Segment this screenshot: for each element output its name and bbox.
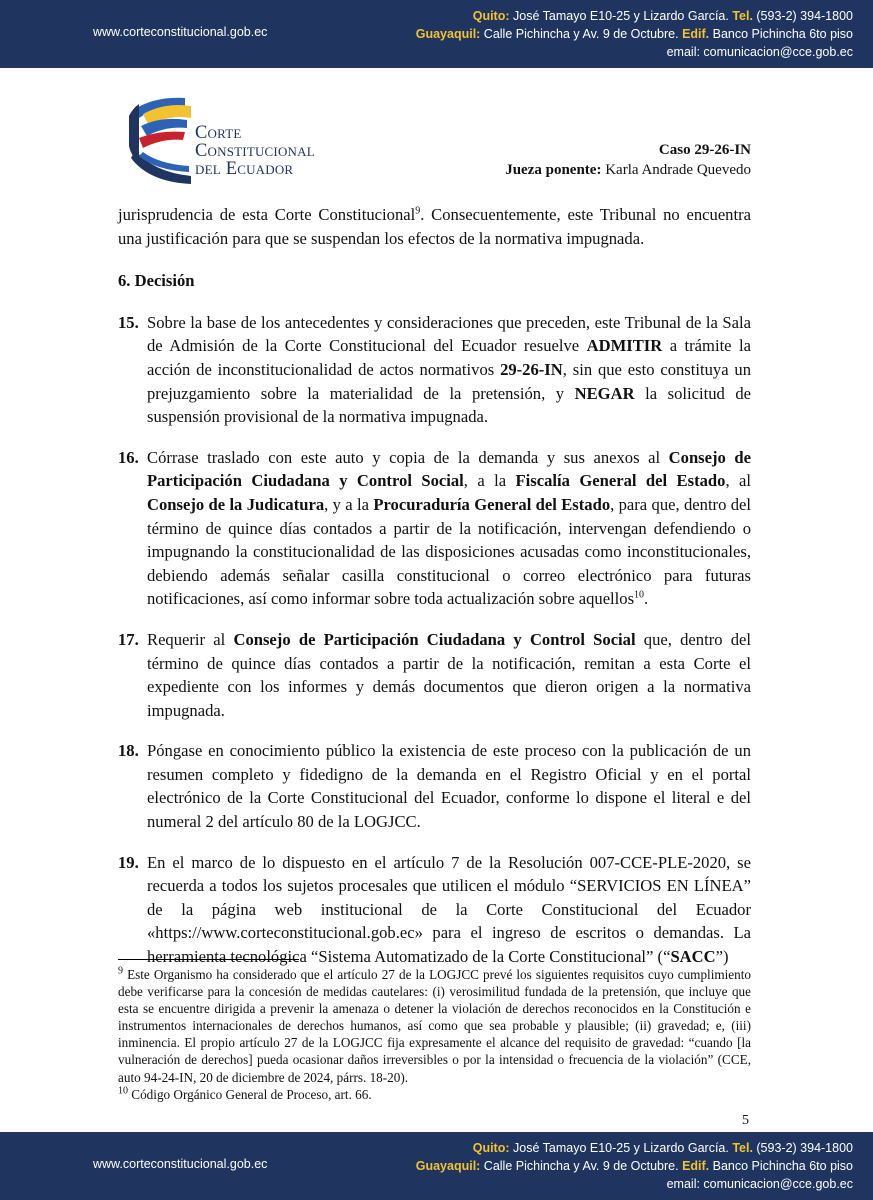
logo-line-3: del Ecuador (195, 159, 294, 179)
website-link[interactable]: www.corteconstitucional.gob.ec (93, 25, 268, 39)
section-heading: 6. Decisión (118, 271, 195, 291)
judge-label: Jueza ponente: (505, 162, 602, 178)
case-info (505, 140, 751, 180)
paragraph-15: 15. Sobre la base de los antecedentes y consideraciones que preceden, este Tribunal de la Sala de Admisión de la Corte Constitucional del Ecuador resuelve ADMITIR a trámite la acción de inconstitucionalidad de actos normativos 29-26-IN, sin que esto constituya un prejuzgamiento sobre la materialidad de la pretensión, y NEGAR la solicitud de suspensión provisional de la normativa impugnada. (118, 312, 752, 427)
footer-contact-line-guayaquil: Guayaquil: Calle Pichincha y Av. 9 de Octubre. Edif. Banco Pichincha 6to piso (415, 1159, 853, 1173)
document-body (118, 203, 751, 969)
judge-name: Karla Andrade Quevedo (601, 162, 751, 178)
contact-line-guayaquil: Guayaquil: Calle Pichincha y Av. 9 de Octubre. Edif. Banco Pichincha 6to piso (415, 27, 853, 41)
case-number: Caso 29-26-IN (658, 142, 751, 158)
footnote-10: $^{10}$ Código Orgánico General de Proceso, art. 66. (118, 1085, 372, 1102)
footnotes (118, 966, 751, 1103)
footnote-ref-10[interactable]: 10 (634, 589, 645, 601)
footnote-ref-9[interactable]: 9 (415, 205, 421, 217)
paragraph-16: 16. Córrase traslado con este auto y copia de la demanda y sus anexos al Consejo de Participación Ciudadana y Control Social, a la Fiscalía General del Estado, al Consejo de la Judicatura, y a la Procuraduría General del Estado, para que, dentro del término de quince días contados a partir de la notificación, intervengan defendiendo o impugnando la constitucionalidad de las disposiciones acusadas como inconstitucionales, debiendo además señalar casilla constitucional o correo electrónico para futuras notificaciones, así como informar sobre toda actualización sobre aquellos$^{10}$. (118, 447, 751, 609)
paragraph-17: 17. Requerir al Consejo de Participación Ciudadana y Control Social que, dentro del término de quince días contados a partir de la notificación, remitan a esta Corte el expediente con los informes y demás documentos que dieron origen a la normativa impugnada. (118, 629, 752, 720)
intro-paragraph: jurisprudencia de esta Corte Constitucional$^9$. Consecuentemente, este Tribunal no encuentra una justificación para que se suspendan los efectos de la normativa impugnada. (118, 205, 751, 248)
footnote-9: $^9$ Este Organismo ha considerado que el artículo 27 de la LOGJCC prevé los siguientes requisitos cuyo cumplimiento debe verificarse para la concesión de medidas cautelares: (i) verosimilitud fundada de la pretensión, que incluye que esta se encuentre dirigida a prevenir la amenaza o detener la violación de derechos reconocidos en la Constitución e instrumentos internacionales de derechos humanos, así como que sea probable y plausible; (ii) gravedad; e, (iii) inminencia. El propio artículo 27 de la LOGJCC fija expresamente el alcance del requisito de gravedad: “cuando [la vulneración de derechos] pueda ocasionar daños irreversibles o por la intensidad o frecuencia de la violación” (CCE, auto 94-24-IN, 20 de diciembre de 2024, párrs. 18-20). (118, 965, 751, 1085)
paragraph-18: 18. Póngase en conocimiento público la existencia de este proceso con la publicación de un resumen completo y fidedigno de la demanda en el Registro Oficial y en el portal electrónico de la Corte Constitucional del Ecuador, conforme lo dispone el literal e del numeral 2 del artículo 80 de la LOGJCC. (118, 741, 751, 832)
contact-line-email[interactable]: email: comunicacion@cce.gob.ec (666, 45, 853, 59)
footer-band (0, 1132, 873, 1200)
footnote-separator (118, 959, 299, 960)
header-band (0, 0, 873, 68)
footer-contact-info (416, 1139, 853, 1193)
logo-line-1: Corte (195, 123, 242, 143)
footer-contact-line-email[interactable]: email: comunicacion@cce.gob.ec (666, 1177, 853, 1191)
contact-line-quito: Quito: José Tamayo E10-25 y Lizardo García. Tel. (593-2) 394-1800 (472, 9, 853, 23)
logo-line-2: Constitucional (195, 141, 315, 161)
contact-info (416, 7, 853, 61)
page-number: 5 (742, 1113, 749, 1128)
footer-website-link[interactable]: www.corteconstitucional.gob.ec (93, 1157, 268, 1171)
footer-contact-line-quito: Quito: José Tamayo E10-25 y Lizardo García. Tel. (593-2) 394-1800 (472, 1141, 853, 1155)
paragraph-19: 19. En el marco de lo dispuesto en el artículo 7 de la Resolución 007-CCE-PLE-2020, se recuerda a todos los sujetos procesales que utilicen el módulo “SERVICIOS EN LÍNEA” de la página web institucional de la Corte Constitucional del Ecuador «https://www.corteconstitucional.gob.ec» para el ingreso de escritos o demandas. La herramienta tecnológica “Sistema Automatizado de la Corte Constitucional” (“SACC”) (118, 852, 751, 967)
court-logo-text (195, 124, 315, 178)
